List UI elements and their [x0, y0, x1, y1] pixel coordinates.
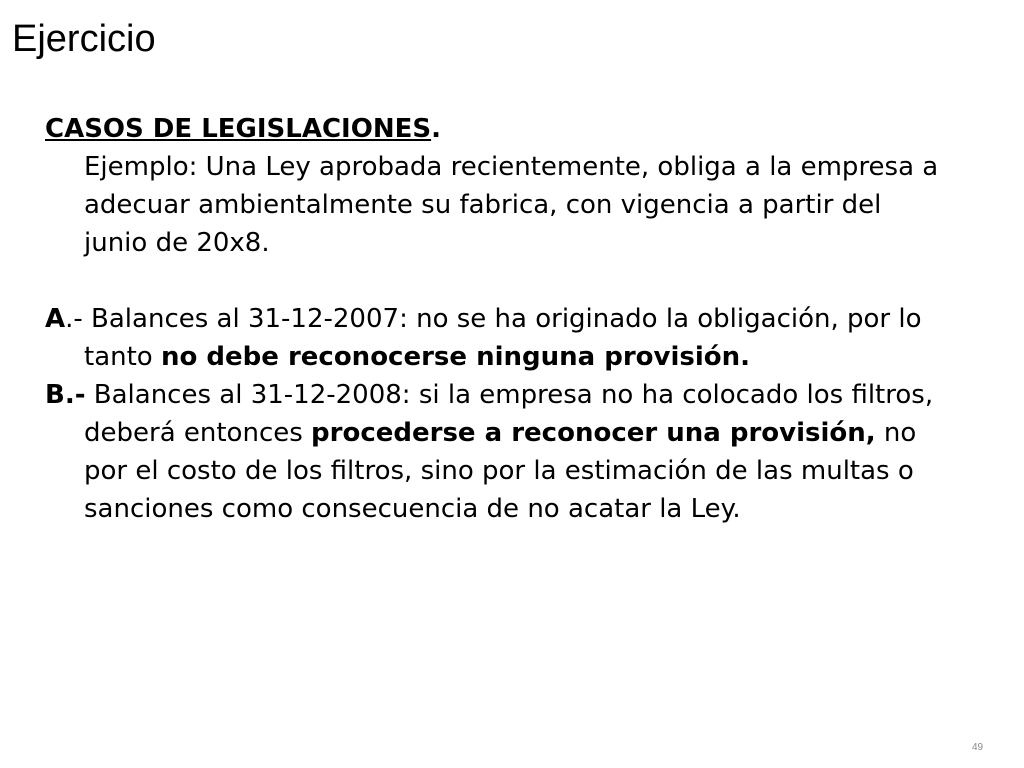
section-heading-text: CASOS DE LEGISLACIONES [45, 114, 432, 144]
example-paragraph: Ejemplo: Una Ley aprobada recientemente, obliga a la empresa a adecuar ambientalmente su fabrica, con vigencia a partir del junio de 20x8. [84, 152, 939, 258]
case-a-paragraph [45, 300, 945, 376]
case-a-bold-text: no debe reconocerse ninguna provisión. [160, 342, 751, 372]
case-b-text: Balances al 31-12-2008: si la empresa no ha colocado los filtros, deberá entonces [84, 380, 934, 448]
case-b-text-end: no por el costo de los filtros, sino por la estimación de las multas o sanciones como consecuencia de no acatar la Ley. [84, 418, 917, 524]
case-b-label: B.- [45, 380, 86, 410]
case-b-paragraph [45, 376, 945, 528]
section-heading [45, 110, 945, 148]
spacer [45, 262, 945, 300]
slide-content [45, 110, 945, 528]
page-number: 49 [972, 742, 984, 753]
slide-title: Ejercicio [12, 18, 156, 60]
case-a-label: A [45, 304, 66, 334]
case-b-bold-text: procederse a reconocer una provisión, [311, 418, 876, 448]
case-a-text: .- Balances al 31-12-2007: no se ha originado la obligación, por lo tanto [65, 304, 922, 372]
section-heading-punct: . [431, 114, 441, 144]
